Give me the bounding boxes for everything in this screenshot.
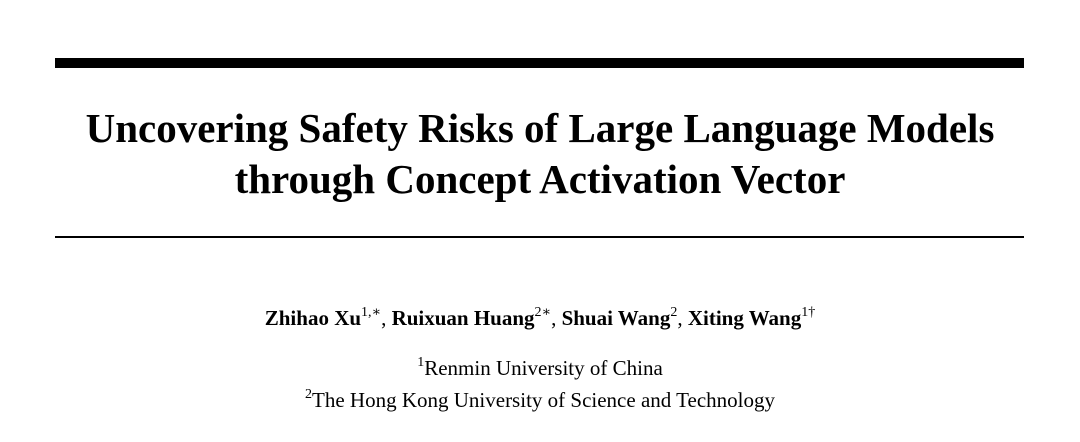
author-name: Ruixuan Huang bbox=[391, 306, 535, 330]
affiliation-1 bbox=[0, 350, 1080, 382]
top-rule bbox=[55, 58, 1024, 68]
affiliation-2 bbox=[0, 382, 1080, 414]
author-name: Shuai Wang bbox=[561, 306, 671, 330]
affiliation-name: Renmin University of China bbox=[424, 356, 663, 380]
affiliation-name: The Hong Kong University of Science and Technology bbox=[312, 388, 775, 412]
title-line-1: Uncovering Safety Risks of Large Language Models bbox=[85, 105, 995, 151]
author-separator: , bbox=[381, 306, 392, 330]
author-2 bbox=[392, 306, 552, 330]
paper-title bbox=[0, 103, 1080, 205]
author-separator: , bbox=[677, 306, 688, 330]
author-name: Xiting Wang bbox=[687, 306, 802, 330]
author-affiliation-mark: 1† bbox=[801, 305, 816, 320]
author-separator: , bbox=[551, 306, 562, 330]
author-affiliation-mark: 2 bbox=[670, 305, 678, 320]
affiliation-mark: 1 bbox=[417, 355, 425, 370]
author-affiliation-mark: 2∗ bbox=[534, 305, 552, 320]
author-name: Zhihao Xu bbox=[264, 306, 362, 330]
affiliation-list bbox=[0, 350, 1080, 414]
author-1 bbox=[265, 306, 381, 330]
title-line-2: through Concept Activation Vector bbox=[234, 156, 846, 202]
bottom-rule bbox=[55, 236, 1024, 238]
author-list bbox=[0, 300, 1080, 332]
author-3 bbox=[562, 306, 678, 330]
author-4 bbox=[688, 306, 815, 330]
affiliation-mark: 2 bbox=[305, 387, 313, 402]
author-affiliation-mark: 1,∗ bbox=[361, 305, 382, 320]
